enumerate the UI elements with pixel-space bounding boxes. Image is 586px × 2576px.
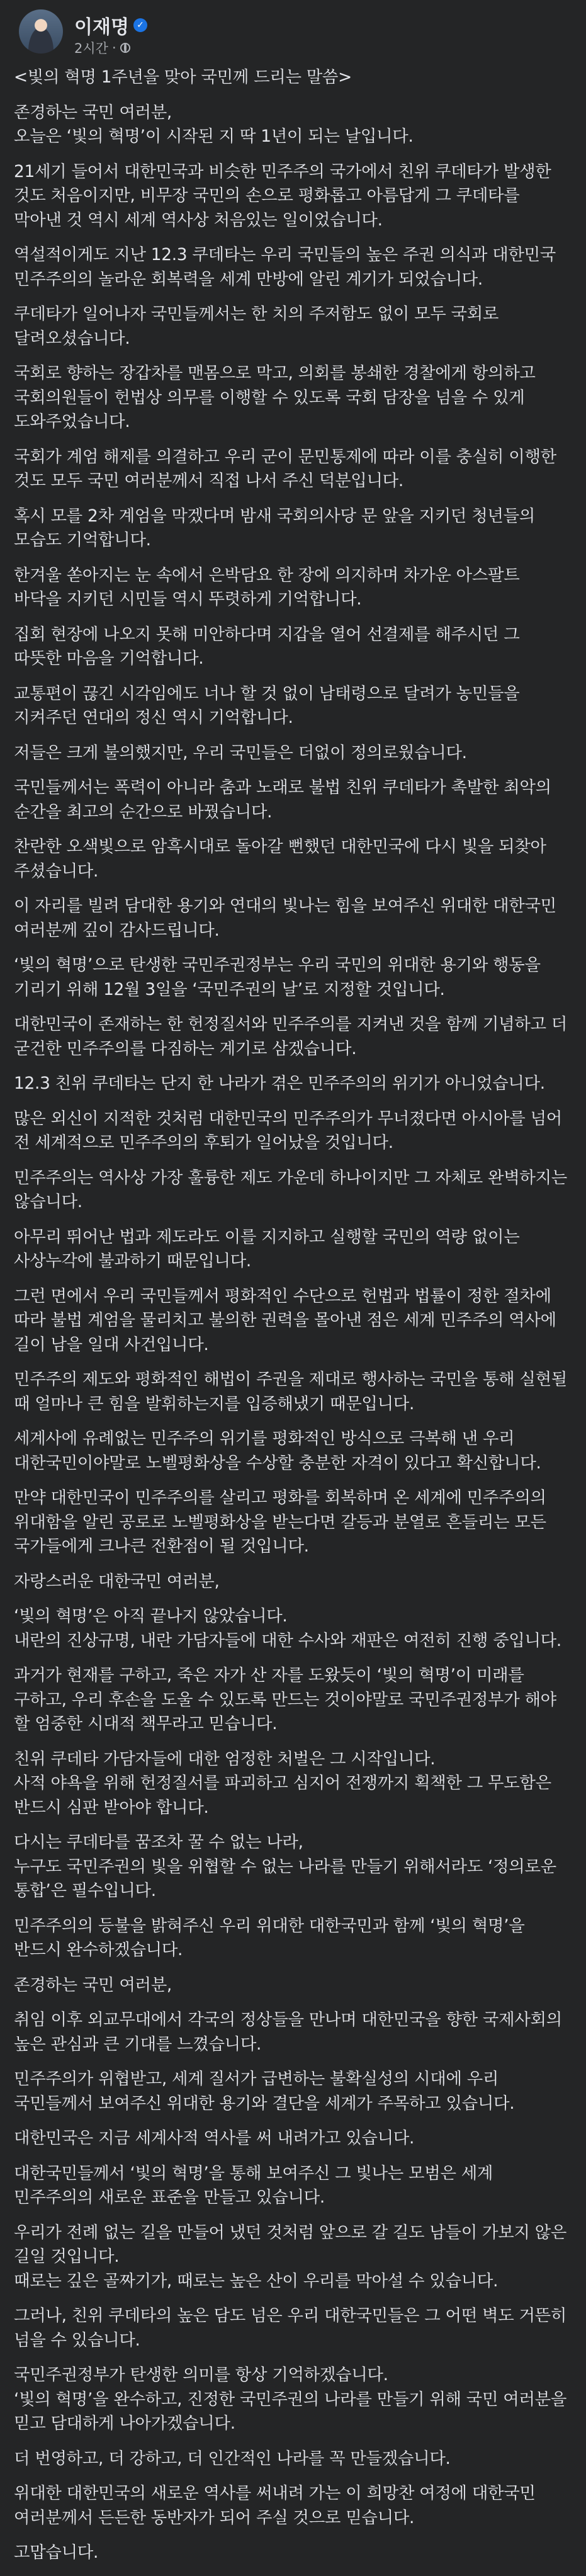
post-paragraph: 혹시 모를 2차 계엄을 막겠다며 밤새 국회의사당 문 앞을 지키던 청년들의 모습도 기억합니다. [14,506,535,550]
post-paragraph: 자랑스러운 대한국민 여러분, [14,1571,220,1591]
post-header [0,0,586,60]
post-paragraph: 그러나, 친위 쿠데타의 높은 담도 넘은 우리 대한국민들은 그 어떤 벽도 거뜬히 넘을 수 있습니다. [14,2306,567,2350]
post-paragraph: <빛의 혁명 1주년을 맞아 국민께 드리는 말씀> [14,67,352,87]
post-paragraph: 존경하는 국민 여러분, [14,1975,172,1995]
post-paragraph: 그런 면에서 우리 국민들께서 평화적인 수단으로 헌법과 법률이 정한 절차에 따라 불법 계엄을 물리치고 불의한 권력을 몰아낸 점은 세계 민주주의 역사에 길이 남을 일대 사건입니다. [14,1286,556,1354]
post-paragraph: 민주주의는 역사상 가장 훌륭한 제도 가운데 하나이지만 그 자체로 완벽하지는 않습니다. [14,1167,567,1211]
post-paragraph: 이 자리를 빌려 담대한 용기와 연대의 빛나는 힘을 보여주신 위대한 대한국민 여러분께 깊이 감사드립니다. [14,896,556,940]
post-paragraph: 대한민국은 지금 세계사적 역사를 써 내려가고 있습니다. [14,2128,415,2148]
post-paragraph: 민주주의 제도와 평화적인 해법이 주권을 제대로 행사하는 국민을 통해 실현될 때 얼마나 큰 힘을 발휘하는지를 입증해냈기 때문입니다. [14,1370,567,1414]
post-paragraph: 민주주의가 위협받고, 세계 질서가 급변하는 불확실성의 시대에 우리 국민들께서 보여주신 위대한 용기와 결단을 세계가 주목하고 있습니다. [14,2069,515,2113]
post-paragraph: 21세기 들어서 대한민국과 비슷한 민주주의 국가에서 친위 쿠데타가 발생한 것도 처음이지만, 비무장 국민의 손으로 평화롭고 아름답게 그 쿠데타를 막아낸 것 역시 세계 역사상 처음있는 일이었습니다. [14,161,551,230]
post-paragraph: 과거가 현재를 구하고, 죽은 자가 산 자를 도왔듯이 ‘빛의 혁명’이 미래를 구하고, 우리 후손을 도울 수 있도록 만드는 것이야말로 국민주권정부가 해야 할 엄중한 시대적 책무라고 믿습니다. [14,1665,556,1733]
post-meta [74,38,130,57]
post-paragraph: 국민들께서는 폭력이 아니라 춤과 노래로 불법 친위 쿠데타가 촉발한 최악의 순간을 최고의 순간으로 바꿨습니다. [14,778,551,822]
post-paragraph: 찬란한 오색빛으로 암흑시대로 돌아갈 뻔했던 대한민국에 다시 빛을 되찾아 주셨습니다. [14,837,546,881]
avatar[interactable] [19,9,63,54]
post-paragraph: ‘빛의 혁명’으로 탄생한 국민주권정부는 우리 국민의 위대한 용기와 행동을 기리기 위해 12월 3일을 ‘국민주권의 날’로 지정할 것입니다. [14,955,541,999]
post-paragraph: 다시는 쿠데타를 꿈조차 꿀 수 없는 나라, 누구도 국민주권의 빛을 위협할 수 없는 나라를 만들기 위해서라도 ‘정의로운 통합’은 필수입니다. [14,1832,556,1900]
post-paragraph: 대한국민들께서 ‘빛의 혁명’을 통해 보여주신 그 빛나는 모범은 세계 민주주의의 새로운 표준을 만들고 있습니다. [14,2163,493,2207]
globe-icon[interactable] [120,43,130,53]
post-paragraph: 아무리 뛰어난 법과 제도라도 이를 지지하고 실행할 국민의 역량 없이는 사상누각에 불과하기 때문입니다. [14,1227,520,1271]
post-paragraph: 많은 외신이 지적한 것처럼 대한민국의 민주주의가 무너졌다면 아시아를 넘어 전 세계적으로 민주주의의 후퇴가 일어났을 것입니다. [14,1108,562,1152]
post-paragraph: 세계사에 유례없는 민주주의 위기를 평화적인 방식으로 극복해 낸 우리 대한국민이야말로 노벨평화상을 수상할 충분한 자격이 있다고 확신합니다. [14,1429,541,1473]
verified-badge-icon: ✓ [133,18,147,32]
post-paragraph: ‘빛의 혁명’은 아직 끝나지 않았습니다. 내란의 진상규명, 내란 가담자들에 대한 수사와 재판은 여전히 진행 중입니다. [14,1606,561,1650]
post-paragraph: 만약 대한민국이 민주주의를 살리고 평화를 회복하며 온 세계에 민주주의의 위대함을 알린 공로로 노벨평화상을 받는다면 갈등과 분열로 흔들리는 모든 국가들에게 크나큰 전환점이 될 것입니다. [14,1488,546,1556]
post-time[interactable]: 2시간 [74,41,108,56]
post-paragraph: 쿠데타가 일어나자 국민들께서는 한 치의 주저함도 없이 모두 국회로 달려오셨습니다. [14,304,499,348]
post-paragraph: 역설적이게도 지난 12.3 쿠데타는 우리 국민들의 높은 주권 의식과 대한민국 민주주의의 놀라운 회복력을 세계 만방에 알린 계기가 되었습니다. [14,245,556,289]
post-paragraph: 친위 쿠데타 가담자들에 대한 엄정한 처벌은 그 시작입니다. 사적 야욕을 위해 헌정질서를 파괴하고 심지어 전쟁까지 획책한 그 무도함은 반드시 심판 받아야 합니다. [14,1749,551,1817]
post-paragraph: 국민주권정부가 탄생한 의미를 항상 기억하겠습니다. ‘빛의 혁명’을 완수하고, 진정한 국민주권의 나라를 만들기 위해 국민 여러분을 믿고 담대하게 나아가겠습니다. [14,2365,567,2433]
post-paragraph: 저들은 크게 불의했지만, 우리 국민들은 더없이 정의로웠습니다. [14,742,467,763]
post-paragraph: 국회가 계엄 해제를 의결하고 우리 군이 문민통제에 따라 이를 충실히 이행한 것도 모두 국민 여러분께서 직접 나서 주신 덕분입니다. [14,446,556,491]
post-paragraph: 국회로 향하는 장갑차를 맨몸으로 막고, 의회를 봉쇄한 경찰에게 항의하고 국회의원들이 헌법상 의무를 이행할 수 있도록 국회 담장을 넘을 수 있게 도와주었습니다. [14,363,536,431]
post-paragraph: 취임 이후 외교무대에서 각국의 정상들을 만나며 대한민국을 향한 국제사회의 높은 관심과 큰 기대를 느꼈습니다. [14,2010,562,2054]
author-row [74,11,147,39]
post-paragraph: 민주주의의 등불을 밝혀주신 우리 위대한 대한국민과 함께 ‘빛의 혁명’을 반드시 완수하겠습니다. [14,1915,525,1960]
post-paragraph: 교통편이 끊긴 시각임에도 너나 할 것 없이 남태령으로 달려가 농민들을 지켜주던 연대의 정신 역시 기억합니다. [14,683,520,727]
author-name[interactable]: 이재명 [74,16,129,38]
post-paragraph: 고맙습니다. [14,2543,99,2562]
post-paragraph: 한겨울 쏟아지는 눈 속에서 은박담요 한 장에 의지하며 차가운 아스팔트 바닥을 지키던 시민들 역시 뚜렷하게 기억합니다. [14,565,520,609]
post-paragraph: 12.3 친위 쿠데타는 단지 한 나라가 겪은 민주주의의 위기가 아니었습니다. [14,1074,545,1093]
post-paragraph: 존경하는 국민 여러분, 오늘은 ‘빛의 혁명’이 시작된 지 딱 1년이 되는 날입니다. [14,102,414,146]
post-body [14,65,572,2576]
post-paragraph: 대한민국이 존재하는 한 헌정질서와 민주주의를 지켜낸 것을 함께 기념하고 더 굳건한 민주주의를 다짐하는 계기로 삼겠습니다. [14,1014,567,1058]
separator-dot: · [111,40,116,55]
post-paragraph: 집회 현장에 나오지 못해 미안하다며 지갑을 열어 선결제를 해주시던 그 따뜻한 마음을 기억합니다. [14,624,520,668]
post-paragraph: 위대한 대한민국의 새로운 역사를 써내려 가는 이 희망찬 여정에 대한국민 여러분께서 든든한 동반자가 되어 주실 것으로 믿습니다. [14,2483,536,2528]
post-paragraph: 더 번영하고, 더 강하고, 더 인간적인 나라를 꼭 만들겠습니다. [14,2448,451,2468]
post-paragraph: 우리가 전례 없는 길을 만들어 냈던 것처럼 앞으로 갈 길도 남들이 가보지 않은 길일 것입니다. 때로는 깊은 골짜기가, 때로는 높은 산이 우리를 막아설 수 있습니다. [14,2222,567,2291]
